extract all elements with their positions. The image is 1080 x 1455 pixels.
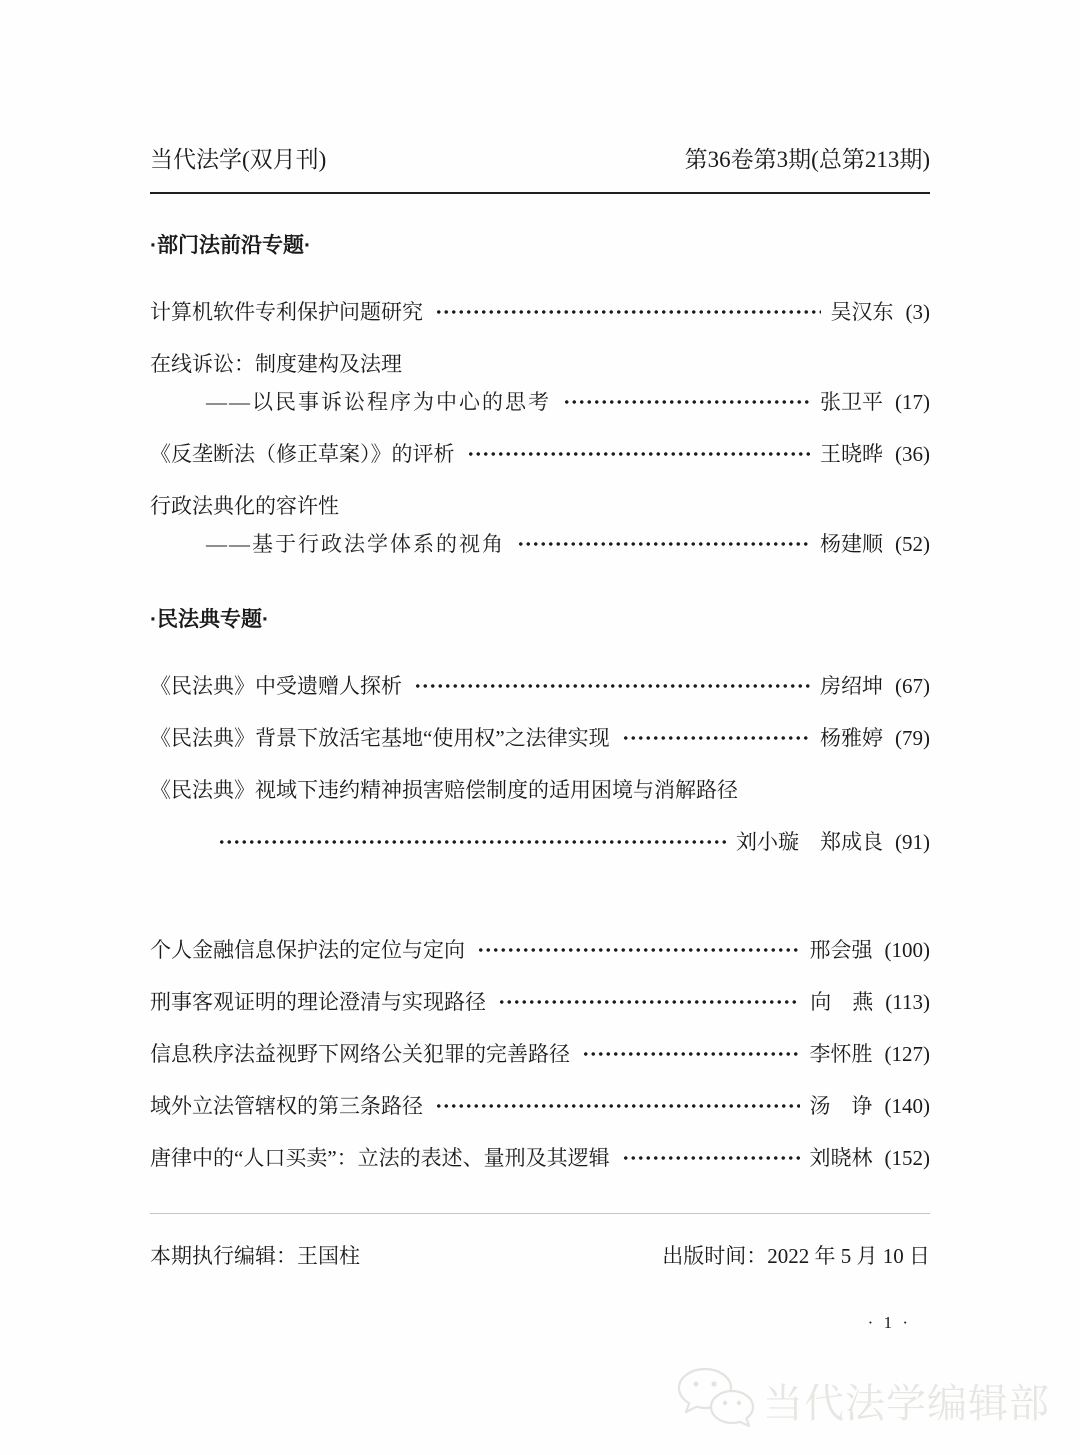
dotted-leader — [435, 300, 821, 324]
dotted-leader — [622, 1146, 800, 1170]
issue-info: 第36卷第3期(总第213期) — [684, 147, 930, 172]
author-name: 刘晓林 — [809, 1146, 873, 1170]
page-number-ref: (79) — [895, 726, 930, 750]
author-name: 房绍坤 — [820, 674, 883, 698]
title-row — [150, 674, 930, 698]
author-name: 吴汉东 — [830, 300, 894, 324]
title-row — [150, 1094, 930, 1118]
journal-title: 当代法学(双月刊) — [150, 147, 327, 172]
toc-entry — [150, 442, 930, 466]
title-row — [150, 778, 930, 802]
dotted-leader — [218, 830, 726, 854]
wechat-icon — [675, 1366, 757, 1435]
page-number-ref: (127) — [884, 1042, 930, 1066]
title-row — [150, 1146, 930, 1170]
toc-entry — [150, 300, 930, 324]
title-row — [150, 442, 930, 466]
dotted-leader — [414, 674, 810, 698]
page-number-ref: (152) — [884, 1146, 930, 1170]
section-heading: ·民法典专题· — [150, 608, 269, 631]
section-heading: ·部门法前沿专题· — [150, 234, 311, 257]
page-header — [150, 146, 930, 194]
toc-entry — [150, 674, 930, 698]
toc-entry — [150, 726, 930, 750]
article-title: 唐律中的“人口买卖”：立法的表述、量刑及其逻辑 — [150, 1146, 610, 1170]
page-number-ref: (100) — [884, 938, 930, 962]
executive-editor: 本期执行编辑：王国柱 — [150, 1244, 360, 1268]
title-row — [150, 494, 930, 518]
article-title: 计算机软件专利保护问题研究 — [150, 300, 423, 324]
author-name: 杨建顺 — [820, 532, 883, 556]
page-footer — [150, 1213, 930, 1268]
author-name: 杨雅婷 — [820, 726, 883, 750]
author-name: 张卫平 — [820, 390, 883, 414]
article-subtitle: ——基于行政法学体系的视角 — [206, 532, 505, 556]
author-name: 向 燕 — [810, 990, 874, 1014]
title-row — [150, 938, 930, 962]
article-title: 《民法典》背景下放活宅基地“使用权”之法律实现 — [150, 726, 610, 750]
toc-entry — [150, 1094, 930, 1118]
page-number-ref: (91) — [895, 830, 930, 854]
toc-entry — [150, 778, 930, 854]
article-title: 在线诉讼：制度建构及法理 — [150, 352, 402, 376]
leader-row — [150, 830, 930, 854]
page-number-ref: (17) — [895, 390, 930, 414]
dotted-leader — [582, 1042, 800, 1066]
toc — [150, 234, 930, 1170]
page-number-ref: (67) — [895, 674, 930, 698]
page-number-ref: (52) — [895, 532, 930, 556]
title-row — [150, 726, 930, 750]
publication-date: 出版时间：2022 年 5 月 10 日 — [662, 1244, 930, 1268]
page-number-ref: (3) — [905, 300, 930, 324]
author-name: 邢会强 — [809, 938, 873, 962]
dotted-leader — [563, 390, 810, 414]
page-number: · 1 · — [867, 1313, 911, 1332]
dotted-leader — [477, 938, 800, 962]
author-name: 李怀胜 — [809, 1042, 873, 1066]
toc-entry — [150, 938, 930, 962]
article-title: 域外立法管辖权的第三条路径 — [150, 1094, 423, 1118]
toc-entry — [150, 990, 930, 1014]
dotted-leader — [498, 990, 800, 1014]
page-number-ref: (36) — [895, 442, 930, 466]
page-number-ref: (140) — [884, 1094, 930, 1118]
article-title: 信息秩序法益视野下网络公关犯罪的完善路径 — [150, 1042, 570, 1066]
dotted-leader — [517, 532, 810, 556]
toc-entry — [150, 494, 930, 556]
page-number-ref: (113) — [885, 990, 930, 1014]
watermark-text: 当代法学编辑部 — [763, 1382, 1050, 1426]
author-name: 汤 诤 — [809, 1094, 873, 1118]
dotted-leader — [467, 442, 811, 466]
article-title: 行政法典化的容许性 — [150, 494, 339, 518]
title-row — [150, 352, 930, 376]
dotted-leader — [622, 726, 810, 750]
subtitle-row — [150, 532, 930, 556]
article-title: 《民法典》中受遗赠人探析 — [150, 674, 402, 698]
article-subtitle: ——以民事诉讼程序为中心的思考 — [206, 390, 551, 414]
watermark — [675, 1366, 1050, 1435]
title-row — [150, 990, 930, 1014]
title-row — [150, 1042, 930, 1066]
toc-entry — [150, 1146, 930, 1170]
subtitle-row — [150, 390, 930, 414]
article-title: 《民法典》视域下违约精神损害赔偿制度的适用困境与消解路径 — [150, 778, 738, 802]
article-title: 个人金融信息保护法的定位与定向 — [150, 938, 465, 962]
author-name: 王晓晔 — [820, 442, 883, 466]
article-title: 刑事客观证明的理论澄清与实现路径 — [150, 990, 486, 1014]
dotted-leader — [435, 1094, 800, 1118]
toc-entry — [150, 352, 930, 414]
page-content — [150, 146, 930, 1170]
author-name: 刘小璇 郑成良 — [736, 830, 883, 854]
footer-line — [150, 1214, 930, 1268]
toc-entry — [150, 1042, 930, 1066]
article-title: 《反垄断法（修正草案）》的评析 — [150, 442, 455, 466]
title-row — [150, 300, 930, 324]
